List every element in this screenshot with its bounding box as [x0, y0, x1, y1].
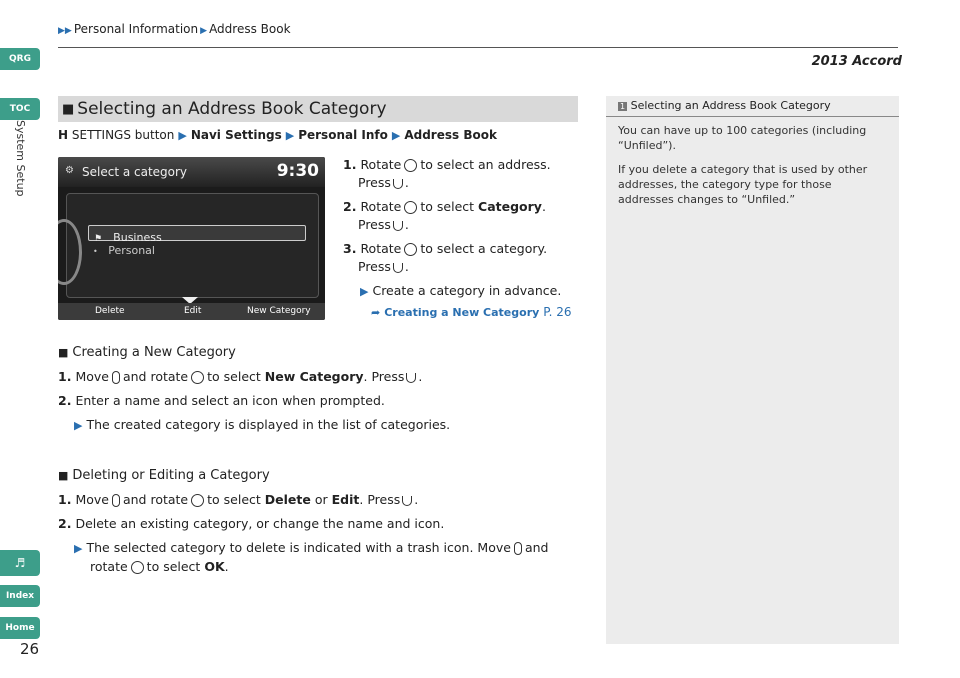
section-heading: [58, 96, 578, 122]
qrg-tab[interactable]: QRG: [0, 48, 40, 70]
breadcrumb-address-book[interactable]: Address Book: [209, 22, 291, 36]
home-tab[interactable]: Home: [0, 617, 40, 639]
enter-icon: [402, 496, 412, 506]
enter-icon: [393, 263, 403, 273]
interface-dial-icon: [191, 371, 204, 384]
interface-dial-icon: [191, 494, 204, 507]
arrow-icon: ▶: [74, 419, 83, 432]
note-paragraph-2: If you delete a category that is used by other addresses, the category type for those addresses changes to “Unfiled.”: [618, 163, 868, 206]
breadcrumb: [58, 22, 291, 36]
cross-reference[interactable]: [343, 303, 583, 322]
delete-section: [58, 467, 588, 576]
screen-title: Select a category: [82, 165, 188, 179]
gear-icon: ⚙: [65, 165, 74, 176]
arrow-icon: ▶: [285, 129, 295, 142]
menu-path: [58, 128, 497, 142]
edit-button[interactable]: Edit: [184, 306, 202, 316]
path-address-book: Address Book: [404, 128, 497, 142]
arrow-icon: ▶: [200, 26, 208, 36]
enter-icon: [393, 179, 403, 189]
link-page[interactable]: P. 26: [543, 305, 572, 319]
section-title: Selecting an Address Book Category: [77, 99, 387, 119]
category-label: Personal: [108, 244, 155, 257]
delete-step-1: 1. Move and rotate to select Delete or Edit. Press .: [58, 492, 419, 507]
delete-note: ▶ The selected category to delete is indicated with a trash icon. Move and rotate to select OK.: [74, 540, 549, 574]
page-number: 26: [20, 640, 40, 658]
delete-step-2: 2. Delete an existing category, or change the name and icon.: [58, 516, 445, 531]
enter-icon: [406, 373, 416, 383]
category-item-business[interactable]: [88, 225, 306, 244]
arrow-icon: ▶: [74, 542, 83, 555]
square-bullet-icon: ■: [58, 469, 69, 482]
home-button-icon: H: [58, 128, 69, 142]
notes-panel: [606, 96, 899, 644]
square-bullet-icon: ■: [58, 346, 69, 359]
new-category-button[interactable]: New Category: [247, 306, 311, 316]
step-list: [343, 156, 583, 322]
step-3: 3. Rotate to select a category. Press .: [343, 241, 548, 274]
nav-screen: [58, 157, 325, 320]
path-personal-info: Personal Info: [298, 128, 388, 142]
link-text[interactable]: Creating a New Category: [384, 306, 540, 319]
category-item-personal[interactable]: [88, 244, 155, 257]
interface-dial-icon: [404, 243, 417, 256]
model-title: 2013 Accord: [811, 54, 902, 69]
step-note: ▶ Create a category in advance.: [360, 283, 562, 298]
create-step-2: 2. Enter a name and select an icon when prompted.: [58, 393, 385, 408]
square-bullet-icon: ■: [62, 101, 75, 117]
create-heading: ■ Creating a New Category: [58, 345, 236, 360]
create-note: ▶ The created category is displayed in the list of categories.: [74, 417, 451, 432]
joystick-icon: [112, 371, 120, 384]
note-number: 1: [620, 102, 626, 111]
toc-tab[interactable]: TOC: [0, 98, 40, 120]
category-icon: ⚑: [94, 234, 103, 244]
step-1: 1. Rotate to select an address. Press .: [343, 157, 551, 190]
interface-dial-icon: [131, 561, 144, 574]
category-icon: •: [93, 247, 98, 256]
enter-icon: [393, 221, 403, 231]
breadcrumb-personal-info[interactable]: Personal Information: [73, 22, 199, 36]
arrow-icon: ▶: [360, 285, 369, 298]
voice-tab[interactable]: [0, 550, 40, 576]
arrow-icon: ▶: [178, 129, 187, 142]
create-section: [58, 344, 588, 435]
step-2: 2. Rotate to select Category. Press .: [343, 199, 546, 232]
create-step-1: 1. Move and rotate to select New Category. Press .: [58, 369, 423, 384]
delete-heading: ■ Deleting or Editing a Category: [58, 468, 270, 483]
path-navi-settings: Navi Settings: [190, 128, 282, 142]
note-paragraph-1: You can have up to 100 categories (including “Unfiled”).: [618, 124, 867, 152]
category-label: Business: [113, 231, 162, 244]
chapter-label: System Setup: [14, 120, 27, 197]
screen-time: 9:30: [276, 161, 319, 181]
joystick-icon: [514, 542, 522, 555]
interface-dial-icon: [404, 201, 417, 214]
link-icon: ➦: [371, 306, 381, 319]
delete-button[interactable]: Delete: [95, 306, 125, 316]
interface-dial-icon: [404, 159, 417, 172]
notes-title: 1 Selecting an Address Book Category: [606, 96, 899, 117]
arrow-icon: ▶: [391, 129, 401, 142]
path-start: SETTINGS button: [71, 128, 175, 142]
voice-icon: ♬: [14, 556, 26, 570]
index-tab[interactable]: Index: [0, 585, 40, 607]
arrow-icon: ▶▶: [58, 26, 72, 36]
joystick-icon: [112, 494, 120, 507]
header-divider: [58, 47, 898, 48]
